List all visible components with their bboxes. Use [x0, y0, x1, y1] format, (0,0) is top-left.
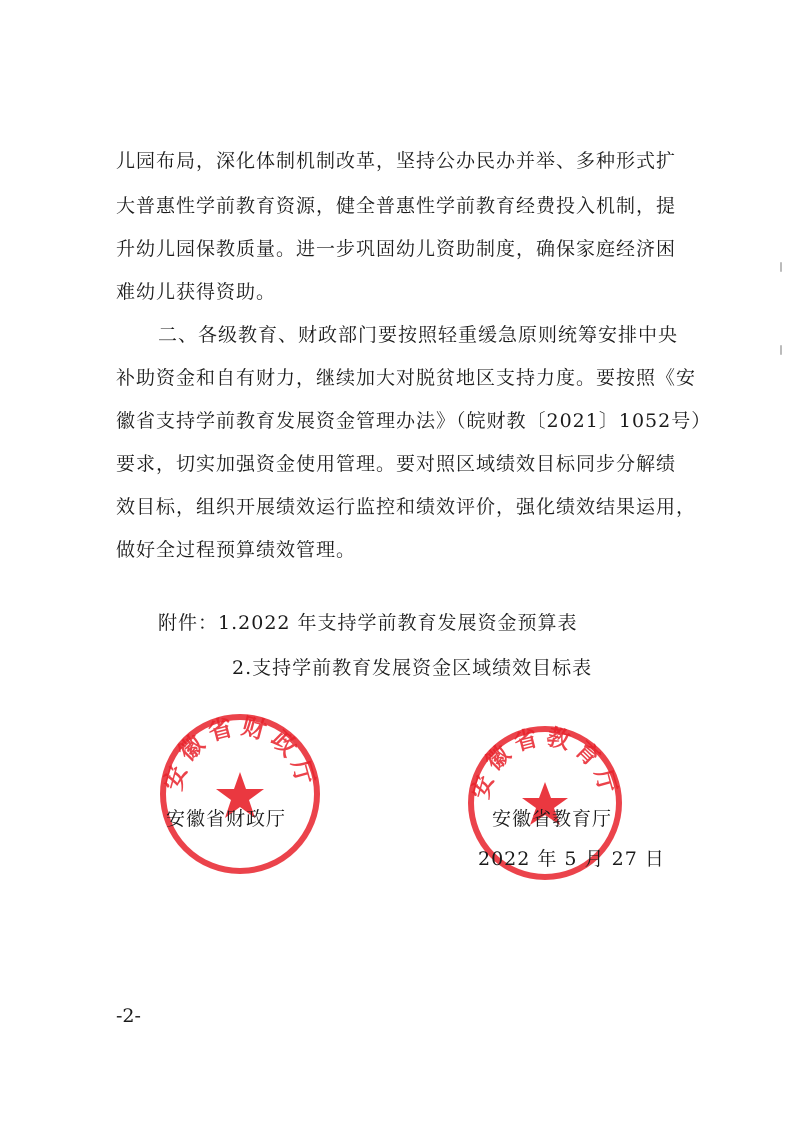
scan-edge-mark — [780, 262, 782, 272]
body-line-7: 徽省支持学前教育发展资金管理办法》（皖财教〔2021〕1052号） — [116, 410, 712, 432]
attachment-item-2: 2.支持学前教育发展资金区域绩效目标表 — [232, 657, 593, 679]
body-line-10: 做好全过程预算绩效管理。 — [116, 539, 357, 561]
page-number: -2- — [116, 1005, 141, 1027]
body-line-6: 补助资金和自有财力，继续加大对脱贫地区支持力度。要按照《安 — [116, 367, 697, 389]
body-line-8: 要求，切实加强资金使用管理。要对照区域绩效目标同步分解绩 — [116, 453, 677, 475]
body-line-5: 二、各级教育、财政部门要按照轻重缓急原则统筹安排中央 — [158, 324, 679, 346]
body-line-3: 升幼儿园保教质量。进一步巩固幼儿资助制度，确保家庭经济困 — [116, 238, 677, 260]
finance-dept-signature: 安徽省财政厅 — [166, 808, 287, 830]
attachment-item-1: 1.2022 年支持学前教育发展资金预算表 — [218, 612, 578, 634]
body-line-2: 大普惠性学前教育资源，健全普惠性学前教育经费投入机制，提 — [116, 195, 677, 217]
body-line-4: 难幼儿获得资助。 — [116, 281, 277, 303]
attachments-label: 附件： — [158, 612, 219, 634]
body-line-1: 儿园布局，深化体制机制改革，坚持公办民办并举、多种形式扩 — [116, 150, 677, 172]
finance-dept-seal — [158, 712, 322, 876]
scan-edge-mark — [780, 345, 782, 355]
education-dept-signature: 安徽省教育厅 — [492, 808, 613, 830]
body-line-9: 效目标，组织开展绩效运行监控和绩效评价，强化绩效结果运用， — [116, 496, 697, 518]
finance-seal-text: 安徽省财政厅 — [158, 712, 322, 794]
attachments-line-1 — [158, 610, 578, 636]
education-seal-text: 安徽省教育厅 — [467, 724, 623, 802]
signature-date: 2022 年 5 月 27 日 — [478, 848, 665, 870]
